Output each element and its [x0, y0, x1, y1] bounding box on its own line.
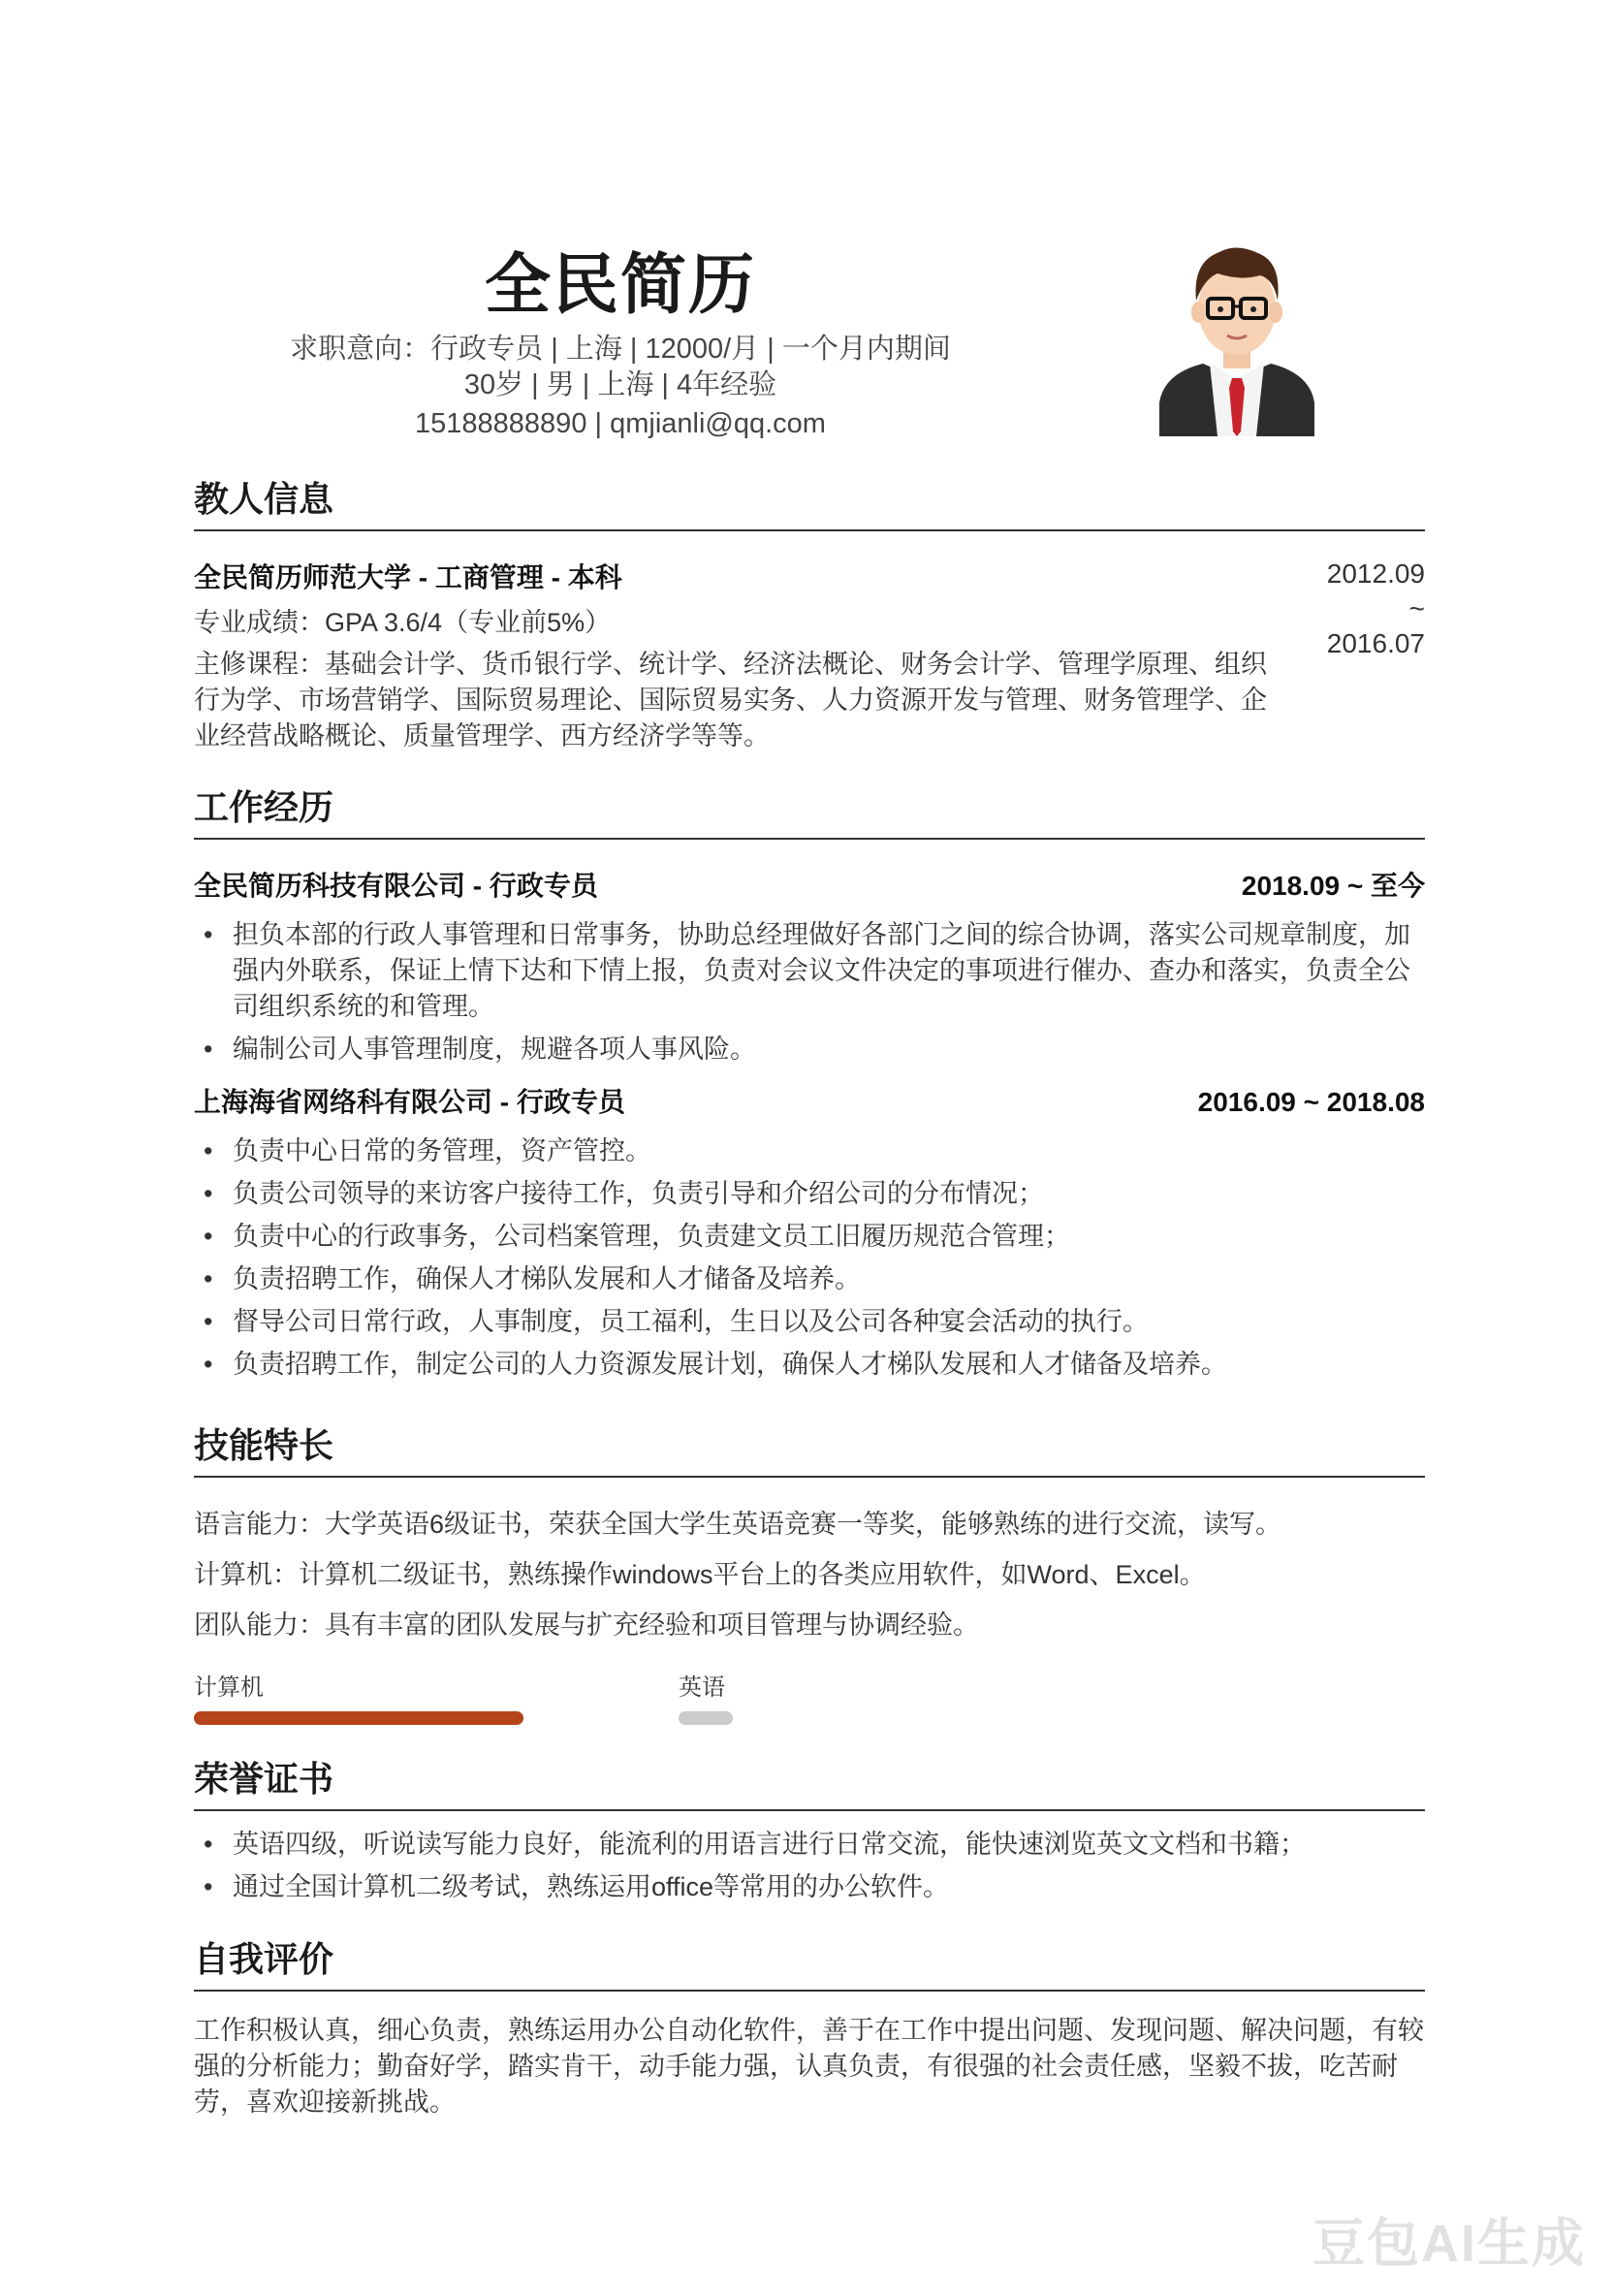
- skill-bars: [194, 1668, 1425, 1725]
- list-item: • 英语四级，听说读写能力良好，能流利的用语言进行日常交流，能快速浏览英文文档和书籍；: [233, 1827, 1425, 1863]
- self-evaluation-section: [194, 1935, 1425, 2121]
- section-title-skills: 技能特长: [194, 1425, 334, 1465]
- job-date: 2016.09 ~ 2018.08: [1197, 1087, 1425, 1117]
- section-title-honors: 荣誉证书: [194, 1759, 334, 1799]
- job-title: 全民简历科技有限公司 - 行政专员: [194, 871, 598, 901]
- section-title-work: 工作经历: [194, 787, 334, 827]
- education-gpa: 专业成绩：GPA 3.6/4（专业前5%）: [194, 608, 612, 637]
- section-title-self: 自我评价: [194, 1939, 334, 1979]
- skill-bar-computer: 计算机: [194, 1668, 523, 1725]
- list-item: • 通过全国计算机二级考试，熟练运用office等常用的办公软件。: [233, 1869, 1425, 1905]
- education-school: 全民简历师范大学 - 工商管理 - 本科: [194, 562, 622, 592]
- avatar: [1159, 233, 1314, 436]
- education-section: [194, 475, 1425, 754]
- work-section: [194, 783, 1425, 1389]
- section-divider: [194, 1809, 1425, 1811]
- skill-line: 团队能力：具有丰富的团队发展与扩充经验和项目管理与协调经验。: [194, 1610, 979, 1640]
- list-item: • 编制公司人事管理制度，规避各项人事风险。: [233, 1032, 1425, 1068]
- list-item: • 负责公司领导的来访客户接待工作，负责引导和介绍公司的分布情况；: [233, 1176, 1425, 1212]
- contact-info: 15188888890 | qmjianli@qq.com: [415, 408, 826, 439]
- job-entry: [194, 1081, 1425, 1383]
- section-divider: [194, 1990, 1425, 1992]
- candidate-name: 全民简历: [484, 248, 756, 322]
- job-date: 2018.09 ~ 至今: [1241, 871, 1425, 901]
- skill-line: 计算机：计算机二级证书，熟练操作windows平台上的各类应用软件，如Word、Excel。: [194, 1560, 1206, 1589]
- list-item: • 负责中心的行政事务，公司档案管理，负责建文员工旧履历规范合管理；: [233, 1219, 1425, 1255]
- list-item: • 担负本部的行政人事管理和日常事务，协助总经理做好各部门之间的综合协调，落实公司规章制度，加强内外联系，保证上情下达和下情上报，负责对会议文件决定的事项进行催办、查办和落实，负责全公司组织系统的和管理。: [233, 917, 1425, 1025]
- skill-line: 语言能力：大学英语6级证书，荣获全国大学生英语竞赛一等奖，能够熟练的进行交流，读写。: [194, 1510, 1282, 1539]
- education-dates: 2012.09 ~ 2016.07: [1326, 558, 1425, 658]
- list-item: • 负责中心日常的务管理，资产管控。: [233, 1133, 1425, 1169]
- skill-bar-english: 英语: [679, 1668, 843, 1725]
- section-title-education: 教人信息: [194, 479, 334, 519]
- skill-bar-fill: [194, 1711, 523, 1725]
- personal-info: 30岁 | 男 | 上海 | 4年经验: [463, 369, 777, 400]
- list-item: • 督导公司日常行政，人事制度，员工福利，生日以及公司各种宴会活动的执行。: [233, 1304, 1425, 1340]
- honors-section: [194, 1755, 1425, 1912]
- watermark: 豆包AI生成: [1313, 2215, 1586, 2273]
- skill-bar-fill: [679, 1711, 733, 1725]
- job-title: 上海海省网络科有限公司 - 行政专员: [194, 1087, 625, 1117]
- section-divider: [194, 838, 1425, 840]
- list-item: • 负责招聘工作，确保人才梯队发展和人才储备及培养。: [233, 1261, 1425, 1297]
- skills-section: [194, 1421, 1425, 1725]
- job-intention: 求职意向：行政专员 | 上海 | 12000/月 | 一个月内期间: [290, 334, 951, 365]
- list-item: • 负责招聘工作，制定公司的人力资源发展计划，确保人才梯队发展和人才储备及培养。: [233, 1347, 1425, 1383]
- section-divider: [194, 1476, 1425, 1478]
- job-entry: [194, 865, 1425, 1068]
- education-courses: 主修课程：基础会计学、货币银行学、统计学、经济法概论、财务会计学、管理学原理、组织行为学、市场营销学、国际贸易理论、国际贸易实务、人力资源开发与管理、财务管理学、企业经营战略概论、质量管理学、西方经济学等等。: [194, 650, 1267, 750]
- self-evaluation-text: 工作积极认真，细心负责，熟练运用办公自动化软件，善于在工作中提出问题、发现问题、解决问题，有较强的分析能力；勤奋好学，踏实肯干，动手能力强，认真负责，有很强的社会责任感，坚毅不拔，吃苦耐劳，喜欢迎接新挑战。: [194, 2016, 1424, 2117]
- section-divider: [194, 529, 1425, 531]
